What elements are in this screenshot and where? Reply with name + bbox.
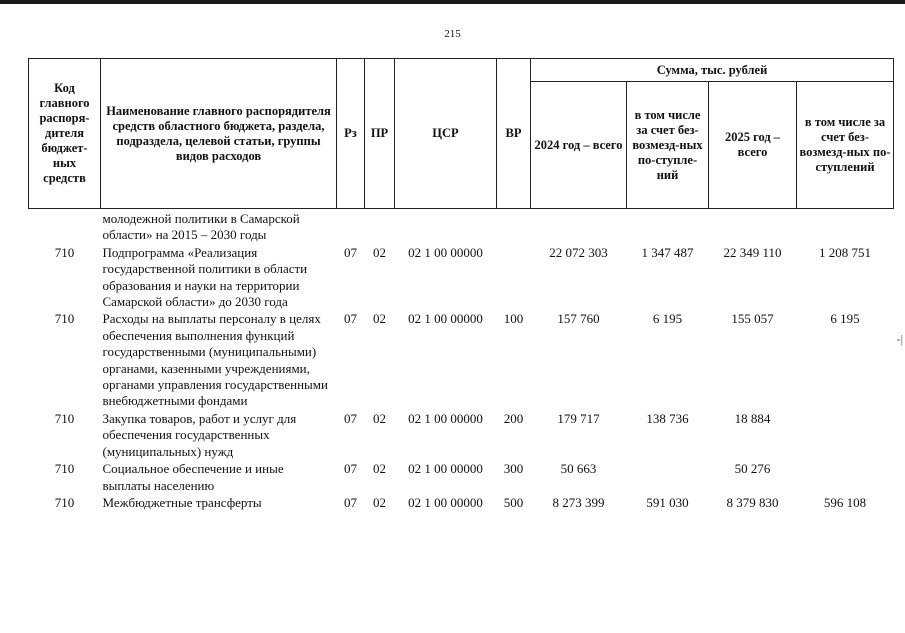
cell-2025-free: 596 108	[823, 494, 867, 510]
table-header	[29, 59, 894, 209]
cell-2024-total: 157 760	[557, 311, 600, 327]
cell-pr: 02	[373, 494, 386, 510]
cell-2024-total: 50 663	[560, 461, 597, 477]
table-row	[29, 494, 894, 511]
cell-2025-total: 18 884	[734, 410, 771, 426]
cell-vr: 100	[503, 311, 524, 327]
cell-2024-free	[627, 209, 709, 244]
cell-pr	[365, 209, 395, 244]
table-row	[29, 460, 894, 494]
margin-mark: -|	[896, 332, 903, 346]
header-vr: ВР	[497, 59, 531, 209]
cell-code: 710	[54, 311, 75, 327]
cell-csr	[395, 209, 497, 244]
cell-2024-free: 6 195	[652, 311, 683, 327]
cell-code: 710	[54, 244, 75, 260]
cell-pr: 02	[373, 311, 386, 327]
cell-vr	[497, 244, 531, 311]
table-row	[29, 310, 894, 409]
cell-vr	[497, 209, 531, 244]
top-border	[0, 0, 905, 4]
cell-csr: 02 1 00 00000	[408, 410, 483, 426]
cell-name: Подпрограмма «Реализация государственной политики в области образования и науки на территории Самарской области» до 2030 года	[102, 244, 308, 310]
cell-2024-total: 179 717	[557, 410, 600, 426]
cell-rz	[337, 209, 365, 244]
cell-name: Закупка товаров, работ и услуг для обеспечения государственных (муниципальных) нужд	[102, 410, 297, 459]
table-row	[29, 244, 894, 311]
table-row	[29, 209, 894, 244]
cell-rz: 07	[344, 410, 357, 426]
cell-name: Расходы на выплаты персоналу в целях обеспечения выполнения функций государственными (муниципальными) органами, казенными учреждениями, органами управления государственными внебюджетными фондами	[102, 311, 328, 409]
cell-csr: 02 1 00 00000	[408, 244, 483, 260]
cell-2024-total	[531, 209, 627, 244]
cell-csr: 02 1 00 00000	[408, 494, 483, 510]
header-2024-free: в том числе за счет без-возмезд-ных по-ступле-ний	[627, 82, 709, 209]
cell-2025-free: 6 195	[830, 311, 860, 327]
cell-2024-free	[627, 460, 709, 494]
cell-2024-total: 22 072 303	[549, 244, 608, 260]
cell-code: 710	[54, 494, 75, 510]
table-row	[29, 410, 894, 460]
cell-2024-total: 8 273 399	[552, 494, 605, 510]
cell-pr: 02	[373, 410, 386, 426]
cell-code	[29, 209, 101, 244]
header-sum-group: Сумма, тыс. рублей	[531, 59, 894, 82]
cell-2025-free	[797, 460, 894, 494]
cell-code: 710	[54, 410, 75, 426]
cell-rz: 07	[344, 244, 357, 260]
header-pr: ПР	[365, 59, 395, 209]
cell-2025-total: 155 057	[731, 311, 774, 327]
cell-pr: 02	[373, 461, 386, 477]
cell-csr: 02 1 00 00000	[408, 461, 483, 477]
header-2025-total: 2025 год – всего	[709, 82, 797, 209]
cell-name: Межбюджетные трансферты	[102, 494, 262, 510]
cell-2025-total: 50 276	[734, 461, 771, 477]
cell-rz: 07	[344, 494, 357, 510]
cell-2025-free	[797, 410, 894, 460]
cell-2025-free	[797, 209, 894, 244]
cell-code: 710	[54, 461, 75, 477]
cell-2025-total	[709, 209, 797, 244]
cell-name: молодежной политики в Самарской области» на 2015 – 2030 годы	[102, 211, 300, 243]
header-code: Код главного распоря-дителя бюджет-ных средств	[29, 59, 101, 209]
header-2024-total: 2024 год – всего	[531, 82, 627, 209]
cell-2025-total: 8 379 830	[726, 494, 779, 510]
cell-rz: 07	[344, 461, 357, 477]
cell-2025-free: 1 208 751	[819, 244, 872, 260]
cell-vr: 300	[503, 461, 524, 477]
header-csr: ЦСР	[395, 59, 497, 209]
table-body	[29, 209, 894, 512]
header-2025-free: в том числе за счет без-возмезд-ных по-ступлений	[797, 82, 894, 209]
cell-pr: 02	[373, 244, 386, 260]
cell-csr: 02 1 00 00000	[408, 311, 483, 327]
header-rz: Рз	[337, 59, 365, 209]
cell-2025-total: 22 349 110	[723, 244, 782, 260]
cell-2024-free: 138 736	[646, 410, 689, 426]
header-name: Наименование главного распорядителя средств областного бюджета, раздела, подраздела, целевой статьи, группы видов расходов	[101, 59, 337, 209]
cell-rz: 07	[344, 311, 357, 327]
cell-name: Социальное обеспечение и иные выплаты населению	[102, 461, 284, 493]
page-number: 215	[444, 28, 461, 40]
cell-vr: 500	[503, 494, 524, 510]
cell-vr: 200	[503, 410, 524, 426]
budget-table	[28, 58, 894, 511]
cell-2024-free: 1 347 487	[641, 244, 694, 260]
cell-2024-free: 591 030	[646, 494, 689, 510]
